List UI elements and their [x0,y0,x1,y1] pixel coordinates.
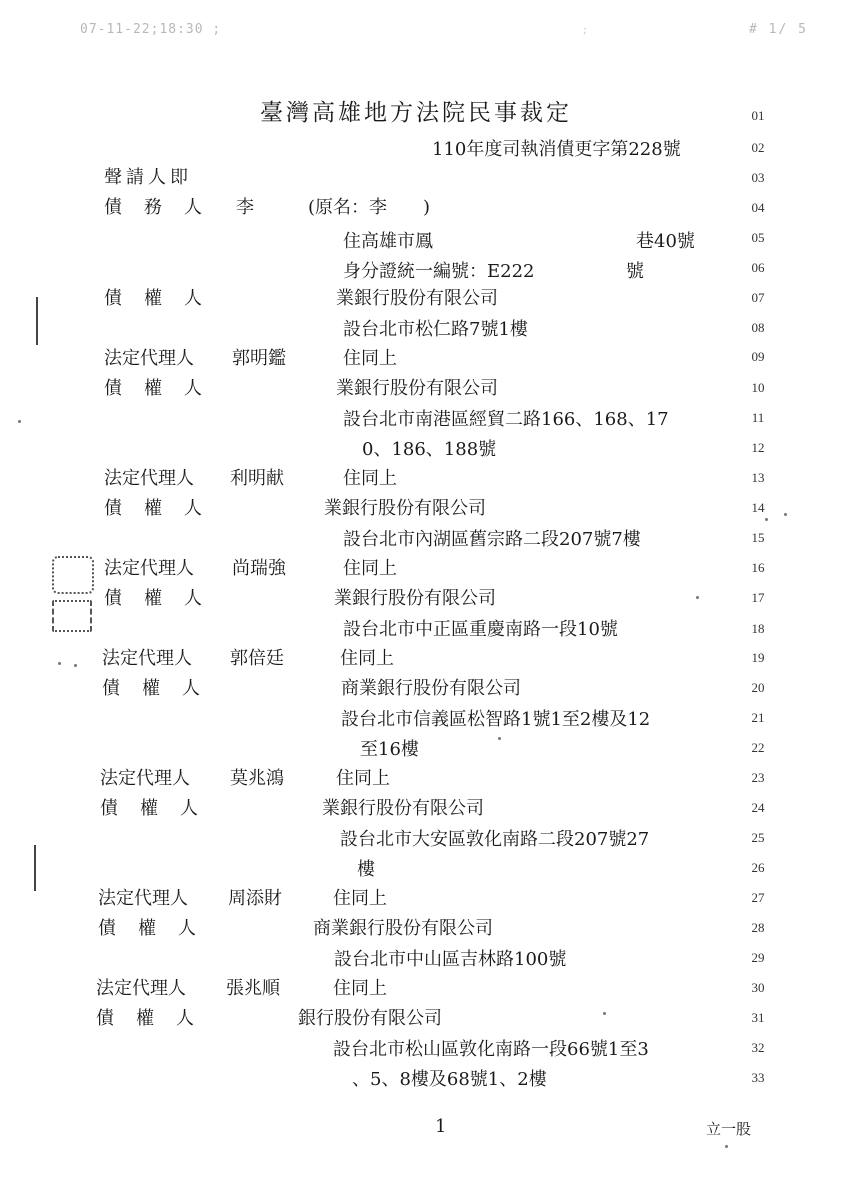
line-number: 16 [751,560,765,575]
line-number: 26 [751,860,765,875]
line-number: 08 [751,320,765,335]
creditor-name: 銀行股份有限公司 [298,1008,442,1029]
creditor-name: 商業銀行股份有限公司 [341,678,521,699]
line-number: 14 [751,500,765,515]
address-line: 0、186、188號 [362,439,497,460]
party-role-label: 法定代理人 [98,888,188,909]
line-number: 10 [751,380,765,395]
party-role-label: 法定代理人 [104,558,194,579]
address-line: 設台北市松山區敦化南路一段66號1至3 [333,1039,649,1060]
creditor-name: 商業銀行股份有限公司 [313,918,493,939]
line-number: 30 [751,980,765,995]
party-role-label: 債權人 [104,498,224,519]
address-line: 住高雄市鳳 [343,231,433,252]
address-line: 設台北市信義區松智路1號1至2樓及12 [341,709,651,730]
fax-page-indicator: # 1/ 5 [749,22,808,37]
line-number: 15 [751,530,765,545]
representative-name: 張兆順 [226,978,280,999]
party-role-label: 債權人 [104,378,224,399]
scan-speck [725,1145,728,1148]
representative-name: 尚瑞強 [232,558,286,579]
scan-speck [603,1012,606,1015]
party-role-label: 債權人 [98,918,218,939]
line-number: 23 [751,770,765,785]
line-number: 29 [751,950,765,965]
party-role-label: 債權人 [102,678,222,699]
address-line: 設台北市中正區重慶南路一段10號 [343,619,618,640]
scan-artifact [52,600,92,632]
scan-speck [74,664,77,667]
page-number: 1 [435,1116,447,1137]
address-line-end: 巷40號 [636,231,695,252]
party-role-label: 法定代理人 [104,348,194,369]
address-line: 設台北市大安區敦化南路二段207號27 [340,829,650,850]
line-number: 20 [751,680,765,695]
address-line: 住同上 [343,468,397,489]
representative-name: 郭倍廷 [230,648,284,669]
address-line: 、5、8樓及68號1、2樓 [352,1069,547,1090]
party-role-label: 債權人 [100,798,220,819]
line-number: 03 [751,170,765,185]
line-number: 01 [751,108,765,123]
party-role-label: 債權人 [96,1008,216,1029]
representative-name: 周添財 [228,888,282,909]
line-number: 33 [751,1070,765,1085]
line-number: 28 [751,920,765,935]
line-number: 07 [751,290,765,305]
margin-mark [36,297,38,345]
line-number: 32 [751,1040,765,1055]
line-number: 05 [751,230,765,245]
party-role-label: 法定代理人 [104,468,194,489]
representative-name: 郭明鑑 [232,348,286,369]
address-line: 住同上 [333,978,387,999]
line-number: 09 [751,349,765,364]
party-role-label: 法定代理人 [100,768,190,789]
line-number: 02 [751,140,765,155]
address-line: 住同上 [343,558,397,579]
address-line: 住同上 [336,768,390,789]
fax-timestamp: 07-11-22;18:30 ; [80,22,222,37]
document-title: 臺灣高雄地方法院民事裁定 [260,100,572,126]
line-number: 11 [751,410,765,425]
scan-speck [58,662,61,665]
line-number: 31 [751,1010,765,1025]
party-role-label: 債權人 [104,588,224,609]
fax-mark: ; [583,22,588,36]
creditor-name: 業銀行股份有限公司 [322,798,484,819]
party-role-label: 聲請人即 [104,167,192,188]
scan-speck [498,737,501,740]
line-number: 25 [751,830,765,845]
line-number: 04 [751,200,765,215]
line-number: 18 [751,621,765,636]
section-label: 立一股 [706,1120,752,1138]
address-line: 住同上 [333,888,387,909]
address-line: 至16樓 [360,739,419,760]
creditor-name: 業銀行股份有限公司 [336,288,498,309]
address-line: 設台北市中山區吉林路100號 [334,949,567,970]
scan-speck [18,420,21,423]
address-line: 住同上 [343,348,397,369]
party-role-label: 債權人 [104,288,224,309]
creditor-name: 業銀行股份有限公司 [324,498,486,519]
debtor-name: 李 [236,197,254,218]
id-number-end: 號 [626,261,644,282]
address-line: 住同上 [340,648,394,669]
line-number: 13 [751,470,765,485]
address-line: 設台北市南港區經貿二路166、168、17 [343,409,669,430]
margin-mark [34,845,36,891]
id-number-line: 身分證統一編號：E222 [343,261,535,282]
scan-artifact [52,556,94,594]
case-number: 110年度司執消債更字第228號 [432,139,681,160]
representative-name: 莫兆鴻 [230,768,284,789]
party-role-label: 債務人 [104,197,224,218]
party-role-label: 法定代理人 [96,978,186,999]
creditor-name: 業銀行股份有限公司 [336,378,498,399]
line-number: 24 [751,800,765,815]
line-number: 17 [751,590,765,605]
line-number: 19 [751,650,765,665]
address-line: 設台北市內湖區舊宗路二段207號7樓 [343,529,641,550]
line-number: 21 [751,710,765,725]
address-line: 設台北市松仁路7號1樓 [343,319,528,340]
representative-name: 利明献 [230,468,284,489]
address-line: 樓 [357,859,375,880]
former-name: (原名：李 ) [308,197,431,218]
scan-speck [784,513,787,516]
creditor-name: 業銀行股份有限公司 [334,588,496,609]
line-number: 27 [751,890,765,905]
scan-speck [765,518,768,521]
party-role-label: 法定代理人 [102,648,192,669]
line-number: 22 [751,740,765,755]
scan-speck [696,596,699,599]
line-number: 12 [751,440,765,455]
line-number: 06 [751,260,765,275]
